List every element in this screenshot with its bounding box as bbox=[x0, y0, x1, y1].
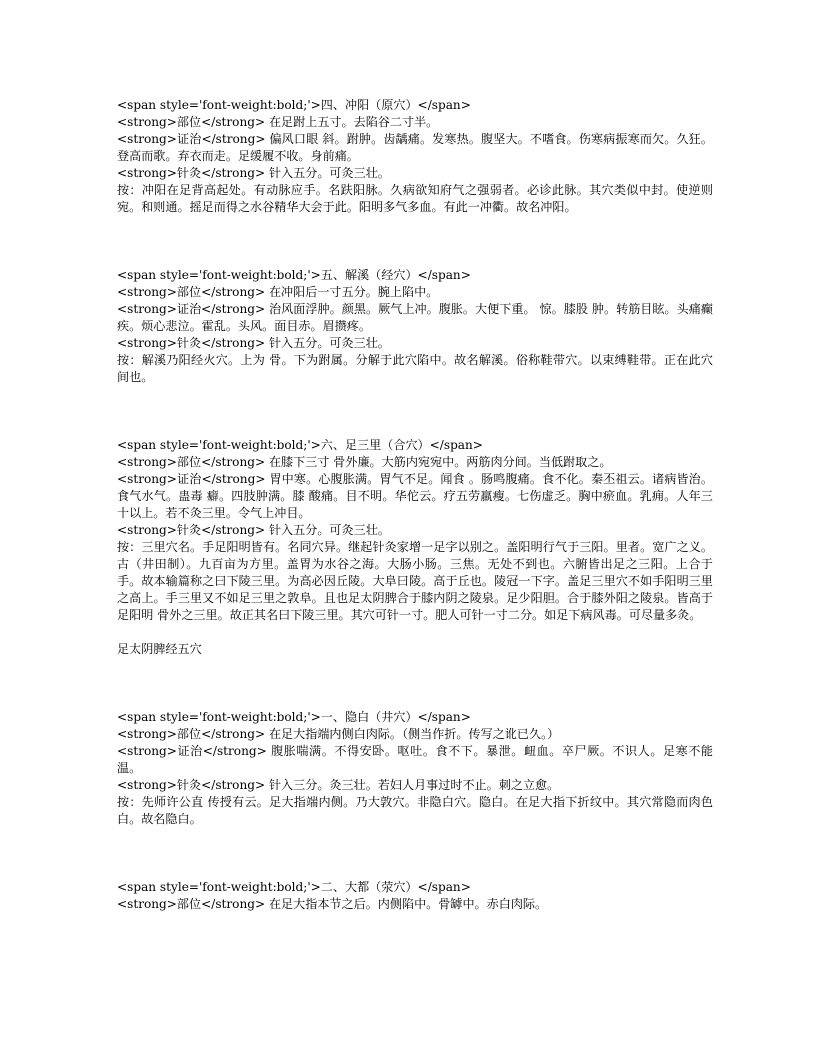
section-line-zhenjiu: <strong>针灸</strong> 针入五分。可灸三壮。 bbox=[117, 523, 390, 537]
section-line-an: 按：冲阳在足背高起处。有动脉应手。名趺阳脉。久病欲知府气之强弱者。必诊此脉。其穴类似中封。使逆则宛。和则通。摇足而得之水谷精华大会于此。阳明多气多血。有此一冲衢。故名冲阳。 bbox=[117, 183, 713, 214]
section-line-an: 按：三里穴名。手足阳明皆有。名同穴异。继起针灸家增一足字以别之。盖阳明行气于三阳。里者。宽广之义。古（井田制）。九百亩为方里。盖胃为水谷之海。大肠小肠。三焦。无处不到也。六腑皆出足之三阳。上合于手。故本输篇称之曰下陵三里。为高必因丘陵。大阜曰陵。高于丘也。陵冠一下字。盖足三里穴不如手阳明三里之高上。手三里又不如足三里之敦阜。且也足太阴脾合于膝内阴之陵泉。足少阳胆。合于膝外阳之陵泉。皆高于足阳明 骨外之三里。故正其名曰下陵三里。其穴可针一寸。肥人可针一寸二分。如足下病风毒。可尽量多灸。 bbox=[117, 540, 713, 622]
section-yinbai bbox=[117, 709, 713, 828]
section-line-zhengzhi: <strong>证治</strong> 治风面浮肿。颜黑。厥气上冲。腹胀。大便下重。 惊。膝股 肿。转筋目眩。头痛癫疾。烦心悲泣。霍乱。头风。面目赤。眉攒疼。 bbox=[117, 302, 713, 333]
chapter-heading: 足太阴脾经五穴 bbox=[117, 642, 202, 656]
section-line-buwei: <strong>部位</strong> 在膝下三寸 骨外廉。大筋内宛宛中。两筋肉分间。当低跗取之。 bbox=[117, 455, 612, 469]
section-line-zhenjiu: <strong>针灸</strong> 针入五分。可灸三壮。 bbox=[117, 166, 390, 180]
document-body bbox=[117, 97, 713, 913]
section-jiexi bbox=[117, 267, 713, 386]
chapter-spacer-top bbox=[117, 624, 713, 641]
section-line-an: 按：解溪乃阳经火穴。上为 骨。下为跗属。分解于此穴陷中。故名解溪。俗称鞋带穴。以束缚鞋带。正在此穴间也。 bbox=[117, 353, 713, 384]
section-line-buwei: <strong>部位</strong> 在足大指本节之后。内侧陷中。骨罅中。赤白肉际。 bbox=[117, 897, 548, 911]
section-heading-chongyang: <span style='font-weight:bold;'>四、冲阳（原穴）</span> bbox=[117, 98, 471, 112]
section-line-buwei: <strong>部位</strong> 在冲阳后一寸五分。腕上陷中。 bbox=[117, 285, 439, 299]
section-heading-zusanli: <span style='font-weight:bold;'>六、足三里（合穴）</span> bbox=[117, 438, 483, 452]
section-line-zhengzhi: <strong>证治</strong> 偏风口眼 斜。跗肿。齿龋痛。发寒热。腹坚大。不嗜食。伤寒病振寒而欠。久狂。登高而歌。弃衣而走。足缓履不收。身前痛。 bbox=[117, 132, 713, 163]
section-line-buwei: <strong>部位</strong> 在足跗上五寸。去陷谷二寸半。 bbox=[117, 115, 439, 129]
section-dadu bbox=[117, 879, 713, 913]
section-line-buwei: <strong>部位</strong> 在足大指端内侧白肉际。（侧当作折。传写之讹已久。） bbox=[117, 727, 560, 741]
section-chongyang bbox=[117, 97, 713, 216]
section-heading-dadu: <span style='font-weight:bold;'>二、大都（荥穴）</span> bbox=[117, 880, 471, 894]
section-heading-jiexi: <span style='font-weight:bold;'>五、解溪（经穴）</span> bbox=[117, 268, 471, 282]
section-zusanli bbox=[117, 437, 713, 624]
section-line-zhengzhi: <strong>证治</strong> 腹胀喘满。不得安卧。呕吐。食不下。暴泄。衄血。卒尸厥。不识人。足寒不能温。 bbox=[117, 744, 713, 775]
section-spacer bbox=[117, 216, 713, 267]
section-line-zhenjiu: <strong>针灸</strong> 针入五分。可灸三壮。 bbox=[117, 336, 390, 350]
section-spacer bbox=[117, 828, 713, 879]
section-line-zhenjiu: <strong>针灸</strong> 针入三分。灸三壮。若妇人月事过时不止。刺之立愈。 bbox=[117, 778, 560, 792]
chapter-spacer-bottom bbox=[117, 658, 713, 709]
section-heading-yinbai: <span style='font-weight:bold;'>一、隐白（井穴）</span> bbox=[117, 710, 471, 724]
section-line-an: 按：先师许公直 传授有云。足大指端内侧。乃大敦穴。非隐白穴。隐白。在足大指下折纹中。其穴常隐而肉色白。故名隐白。 bbox=[117, 795, 713, 826]
section-spacer bbox=[117, 386, 713, 437]
section-line-zhengzhi: <strong>证治</strong> 胃中寒。心腹胀满。胃气不足。闻食 。肠鸣腹痛。食不化。秦丕祖云。诸病皆治。食气水气。蛊毒 癖。四肢肿满。膝 酸痛。目不明。华佗云。疗五劳羸瘦。七伤虚乏。胸中瘀血。乳痈。人年三十以上。若不灸三里。令气上冲目。 bbox=[117, 472, 713, 520]
